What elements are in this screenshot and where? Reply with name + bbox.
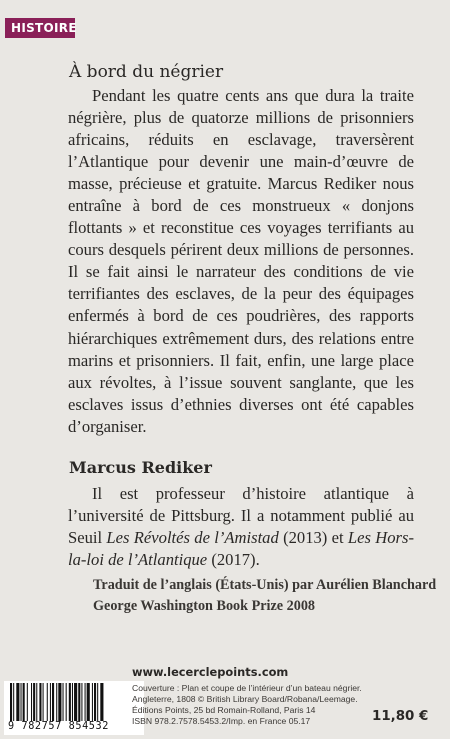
book-summary: Pendant les quatre cents ans que dura la traite négrière, plus de quatorze millions de prisonniers africains, réduits en esclavage, traversèrent l’Atlantique pour devenir une main-d’œuvre de masse, précieuse et gratuite. Marcus Rediker nous entraîne à bord de ces monstrueux « donjons flottants » et reconstitue ces voyages terrifiants au cours desquels périrent deux millions de personnes. Il se fait ainsi le narrateur des conditions de vie terrifiantes des esclaves, de la peur des équipages enfermés à bord de ces poudrières, des rapports hiérarchiques extrêmement durs, des relations entre marins et prisonniers. Il fait, enfin, une large place aux révoltes, à l’issue souvent sanglante, que les esclaves issus d’ethnies diverses ont été capables d’organiser. xyxy=(68,86,414,436)
work-year-2: (2017). xyxy=(207,550,260,570)
barcode-bar xyxy=(56,683,57,721)
barcode-bar xyxy=(81,683,82,721)
barcode-bars-icon xyxy=(10,683,138,721)
barcode-bar xyxy=(63,683,64,721)
work-title-2: Les Hors-la-loi de l’Atlantique xyxy=(68,528,414,570)
barcode-bar xyxy=(33,683,35,721)
barcode-bar xyxy=(78,683,80,721)
translation-credit: Traduit de l’anglais (États-Unis) par Aurélien Blanchard xyxy=(93,577,437,593)
barcode-bar xyxy=(23,683,25,721)
cover-credit-line-1: Couverture : Plan et coupe de l’intérieur d’un bateau négrier. xyxy=(132,683,362,693)
barcode-bar xyxy=(87,683,90,721)
prize-credit: George Washington Book Prize 2008 xyxy=(93,598,316,614)
category-badge: HISTOIRE xyxy=(5,18,75,38)
barcode-bar xyxy=(97,683,98,721)
barcode-bar xyxy=(21,683,22,721)
barcode xyxy=(4,681,144,735)
barcode-digits: 9 782757 854532 xyxy=(8,721,110,732)
barcode-bar xyxy=(50,683,51,721)
barcode-bar xyxy=(66,683,67,721)
barcode-bar xyxy=(69,683,71,721)
barcode-bar xyxy=(47,683,48,721)
author-name: Marcus Rediker xyxy=(69,458,212,477)
author-bio-text: Il est professeur d’histoire atlantique à l’université de Pittsburg. Il a notamment publié au Seuil xyxy=(68,484,414,548)
price: 11,80 € xyxy=(372,709,429,724)
barcode-bar xyxy=(74,683,77,721)
isbn-line: ISBN 978.2.7578.5453.2/Imp. en France 05.17 xyxy=(132,716,311,726)
barcode-bar xyxy=(36,683,37,721)
barcode-bar xyxy=(100,683,103,721)
barcode-bar xyxy=(16,683,19,721)
barcode-bar xyxy=(31,683,32,721)
barcode-bar xyxy=(58,683,61,721)
barcode-bar xyxy=(94,683,96,721)
book-title: À bord du négrier xyxy=(69,62,224,82)
barcode-bar xyxy=(27,683,28,721)
author-bio xyxy=(68,483,414,571)
barcode-bar xyxy=(13,683,14,721)
barcode-bar xyxy=(52,683,54,721)
barcode-bar xyxy=(43,683,44,721)
cover-credit-line-2: Angleterre, 1808 © British Library Board/Robana/Leemage. xyxy=(132,694,358,704)
barcode-bar xyxy=(10,683,12,721)
work-title-1: Les Révoltés de l’Amistad xyxy=(106,528,279,548)
barcode-bar xyxy=(72,683,73,721)
barcode-bar xyxy=(85,683,86,721)
barcode-bar xyxy=(39,683,41,721)
publisher-website[interactable]: www.lecerclepoints.com xyxy=(132,665,289,679)
publisher-address: Éditions Points, 25 bd Romain-Rolland, Paris 14 xyxy=(132,705,316,715)
barcode-bar xyxy=(92,683,93,721)
work-year-1: (2013) et xyxy=(278,528,348,548)
